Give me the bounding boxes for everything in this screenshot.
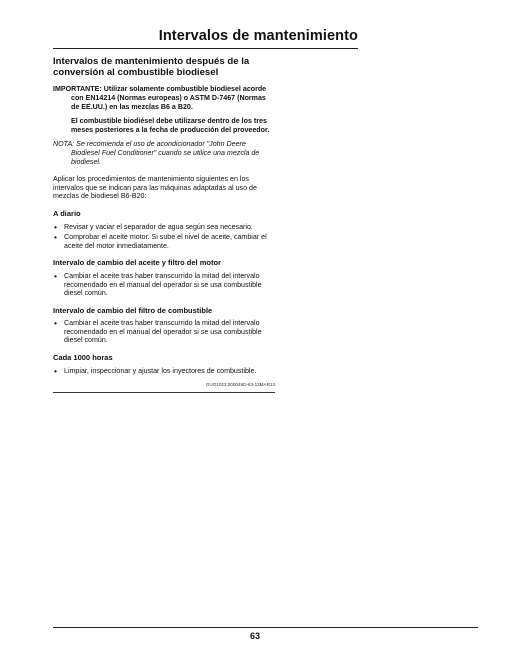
list-item: • Cambiar el aceite tras haber transcurrido la mitad del intervalo recomendado en el manual del operador si se usa combustible diesel común. (53, 272, 275, 298)
important-text-2: El combustible biodiésel debe utilizarse dentro de los tres meses posteriores a la fecha de producción del proveedor. (71, 117, 270, 134)
daily-heading: A diario (53, 208, 81, 218)
page-title: Intervalos de mantenimiento (158, 28, 358, 44)
hours-1000-list (53, 367, 275, 376)
note: NOTA: Se recomienda el uso de acondicionador "John Deere Biodiesel Fuel Conditioner" cuando se utilice una mezcla de biodiesel. (53, 140, 260, 166)
fuel-filter-heading: Intervalo de cambio del filtro de combustible (53, 305, 213, 315)
header-rule (53, 48, 358, 49)
document-reference: GUO1023,000049D-63-13MAR13 (205, 382, 275, 388)
list-item: • Comprobar el aceite motor. Si sube el nivel de aceite, cambiar el aceite del motor inmediatamente. (53, 233, 275, 250)
reference-rule (53, 392, 275, 393)
list-item: • Limpiar, inspeccionar y ajustar los inyectores de combustible. (53, 367, 275, 376)
page-number: 63 (249, 631, 260, 641)
important-notice (53, 85, 275, 111)
oil-filter-heading: Intervalo de cambio del aceite y filtro del motor (53, 258, 221, 268)
fuel-filter-list (53, 319, 275, 345)
oil-filter-list (53, 272, 275, 298)
important-label: IMPORTANTE: (53, 85, 102, 94)
intro-paragraph: Aplicar los procedimientos de mantenimiento siguientes en los intervalos que se indican para las máquinas adaptadas al uso de mezclas de biodiesel B6-B20: (53, 175, 257, 201)
section-heading: Intervalos de mantenimiento después de la conversión al combustible biodiesel (53, 56, 250, 79)
hours-1000-heading: Cada 1000 horas (53, 353, 113, 363)
list-item: • Cambiar el aceite tras haber transcurrido la mitad del intervalo recomendado en el manual del operador si se usa combustible diesel común. (53, 319, 275, 345)
important-text: Utilizar solamente combustible biodiesel acorde con EN14214 (Normas europeas) o ASTM D-7467 (Normas de EE.UU.) en las mezclas B6 a B20. (71, 85, 267, 111)
daily-list (53, 223, 275, 251)
list-item: • Revisar y vaciar el separador de agua según sea necesario. (53, 223, 275, 232)
footer-rule (53, 627, 478, 628)
content-column (53, 53, 275, 393)
